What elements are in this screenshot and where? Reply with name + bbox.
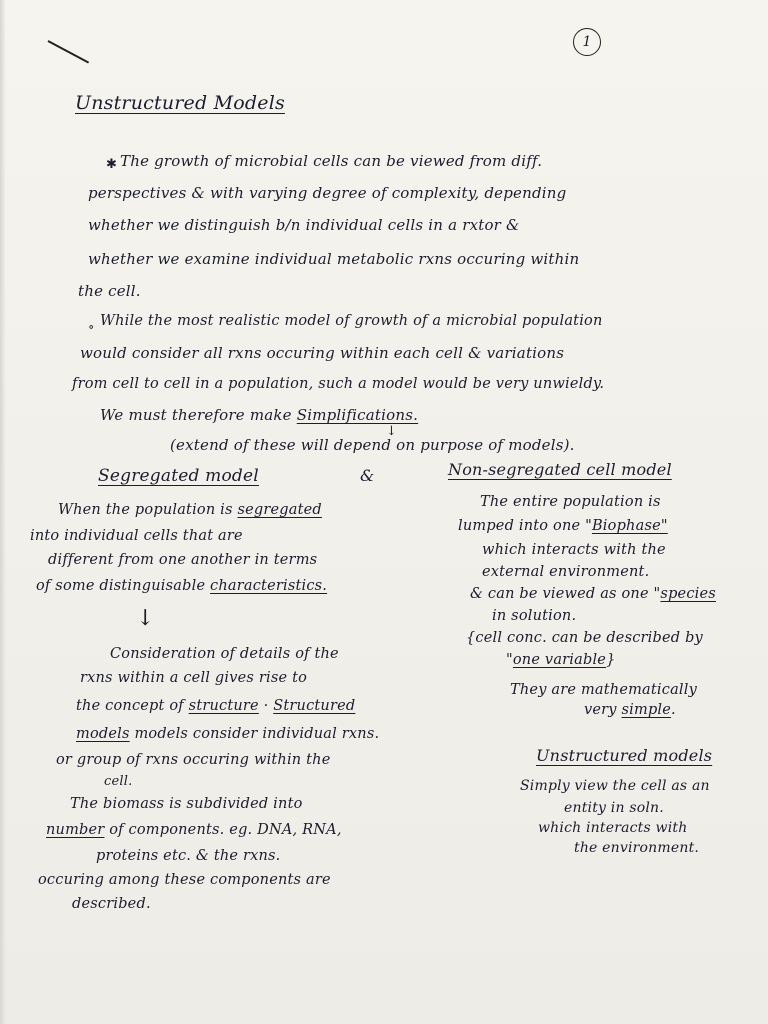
structure-line-10: occuring among these components are	[38, 872, 331, 888]
unstructured-heading: Unstructured models	[536, 746, 713, 765]
segregated-keyword: segregated	[237, 502, 322, 518]
structure-line-11: described.	[72, 896, 151, 912]
segregated-line-3: different from one another in terms	[48, 552, 318, 568]
down-arrow-icon: ↓	[136, 606, 155, 631]
unstructured-line-4: the environment.	[574, 840, 700, 856]
structure-line-3: the concept of structure · Structured	[76, 698, 356, 714]
structure-line-6: cell.	[104, 774, 133, 789]
down-arrow-icon: ↓	[386, 424, 397, 439]
bullet-icon: ∘	[88, 320, 95, 335]
structure-line-2: rxns within a cell gives rise to	[80, 670, 308, 686]
page-number: 1	[573, 28, 601, 56]
nonseg-line-10: very simple.	[584, 702, 676, 718]
segregated-line-2: into individual cells that are	[30, 528, 243, 544]
structured-keyword: Structured	[273, 698, 356, 714]
variable-keyword: one variable	[512, 652, 607, 668]
realism-line-2: would consider all rxns occuring within each cell & variations	[80, 344, 565, 362]
models-keyword: models	[76, 726, 130, 742]
corner-pen-stroke	[48, 40, 90, 63]
ampersand: &	[360, 466, 375, 485]
species-keyword: species	[660, 586, 716, 602]
nonseg-line-9: They are mathematically	[510, 682, 697, 698]
unstructured-line-1: Simply view the cell as an	[520, 778, 710, 794]
structure-line-5: or group of rxns occuring within the	[56, 752, 331, 768]
non-segregated-heading: Non-segregated cell model	[448, 460, 672, 479]
realism-line-3: from cell to cell in a population, such a model would be very unwieldy.	[72, 376, 605, 392]
simple-keyword: simple	[621, 702, 672, 718]
segregated-heading: Segregated model	[98, 466, 259, 486]
unstructured-line-3: which interacts with	[538, 820, 688, 836]
nonseg-line-2: lumped into one "Biophase"	[458, 518, 668, 534]
realism-line-1: While the most realistic model of growth of a microbial population	[100, 313, 603, 329]
segregated-line-1: When the population is segregated	[58, 502, 322, 518]
nonseg-line-3: which interacts with the	[482, 542, 666, 558]
scan-edge	[0, 0, 6, 1024]
structure-line-7: The biomass is subdivided into	[70, 796, 303, 812]
nonseg-line-8: "one variable}	[506, 652, 616, 668]
segregated-line-4: of some distinguisable characteristics.	[36, 578, 328, 594]
nonseg-line-6: in solution.	[492, 608, 577, 624]
structure-line-9: proteins etc. & the rxns.	[96, 848, 281, 864]
number-keyword: number	[46, 822, 105, 838]
characteristics-keyword: characteristics.	[210, 578, 328, 594]
intro-line-1: The growth of microbial cells can be viewed from diff.	[120, 152, 543, 170]
structure-line-1: Consideration of details of the	[110, 646, 339, 662]
bullet-icon: ✱	[106, 157, 117, 172]
structure-keyword: structure	[188, 698, 259, 714]
structure-line-4: models models consider individual rxns.	[76, 726, 380, 742]
nonseg-line-7: {cell conc. can be described by	[466, 630, 703, 646]
intro-line-2: perspectives & with varying degree of complexity, depending	[88, 184, 567, 202]
nonseg-line-4: external environment.	[482, 564, 650, 580]
unstructured-line-2: entity in soln.	[564, 800, 664, 816]
structure-line-8: number of components. eg. DNA, RNA,	[46, 822, 342, 838]
intro-line-4: whether we examine individual metabolic rxns occuring within	[88, 250, 580, 268]
biophase-keyword: Biophase"	[591, 518, 668, 534]
extent-note: (extend of these will depend on purpose of models).	[170, 436, 575, 454]
page-title: Unstructured Models	[75, 92, 285, 114]
nonseg-line-1: The entire population is	[480, 494, 661, 510]
nonseg-line-5: & can be viewed as one "species	[470, 586, 716, 602]
intro-line-3: whether we distinguish b/n individual cells in a rxtor &	[88, 216, 520, 234]
realism-line-4: We must therefore make Simplifications.	[100, 406, 419, 424]
simplifications-keyword: Simplifications.	[296, 406, 419, 424]
intro-line-5: the cell.	[78, 282, 141, 300]
